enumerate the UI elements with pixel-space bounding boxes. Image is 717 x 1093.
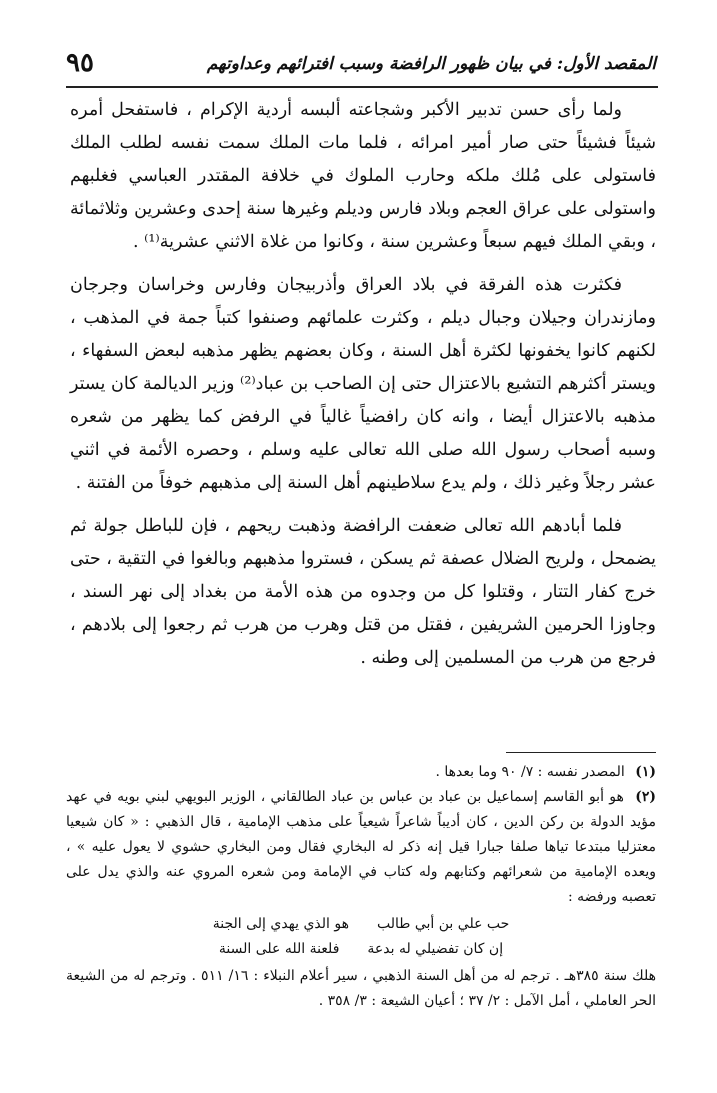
running-header <box>66 48 656 84</box>
poem <box>66 912 656 962</box>
poem-hemistich: حب علي بن أبي طالب <box>377 916 510 932</box>
paragraph: ولما رأى حسن تدبير الأكبر وشجاعته ألبسه أردية الإكرام ، فاستفحل أمره شيئاً فشيئاً حتى صار أمير امرائه ، فلما مات الملك سمت نفسه لطلب الملك فاستولى على مُلك ملكه وحارب الملوك في خلافة المقتدر العباسي فغلبهم واستولى على عراق العجم وبلاد فارس وديلم وغيرها سنة إحدى وعشرين وثلاثمائة ، وبقي الملك فيهم سبعاً وعشرين سنة ، وكانوا من غلاة الاثني عشرية⁽¹⁾ . <box>70 100 656 252</box>
footnote-2-continued: هلك سنة ٣٨٥هـ . ترجم له من أهل السنة الذهبي ، سير أعلام النبلاء : ١٦/ ٥١١ . وترجم له من الشيعة الحر العاملي ، أمل الآمل : ٢/ ٣٧ ؛ أعيان الشيعة : ٣/ ٣٥٨ . <box>66 968 657 1009</box>
footnote-number: (٢) <box>635 789 657 805</box>
footnote-divider <box>506 752 656 753</box>
poem-verse <box>219 937 503 962</box>
footnote-2 <box>66 785 656 910</box>
header-title: المقصد الأول: في بيان ظهور الرافضة وسبب افترائهم وعداوتهم <box>206 54 656 74</box>
poem-hemistich: فلعنة الله على السنة <box>218 941 340 957</box>
footnote-text: هو أبو القاسم إسماعيل بن عباد بن عباس بن عباد الطالقاني ، الوزير البويهي لبني بويه في عهد مؤيد الدولة بن ركن الدين ، كان أديباً شاعراً شيعياً على مذهب الإمامية ، قال الذهبي : « كان شيعيا معتزليا مبتدعا تياها صلفا جبارا قيل إنه ذكر له البخاري فقال ومن البخاري حشوي لا يعول عليه » ، ويعده الإمامية من شعرائهم وكتابهم وله كتاب في الإمامة ومن شعره المروي عنه والذي يدل على تعصبه ورفضه : <box>66 789 656 905</box>
footnotes <box>66 760 656 1014</box>
footnote-text: المصدر نفسه : ٧/ ٩٠ وما بعدها . <box>435 764 625 780</box>
paragraph: فكثرت هذه الفرقة في بلاد العراق وأذربيجان وفارس وخراسان وجرجان ومازندران وجيلان وجبال ديلم ، وكثرت علمائهم وصنفوا كتباً جمة في المذهب ، لكنهم كانوا يخفونها لكثرة أهل السنة ، وكان بعضهم يظهر مذهبه لبعض السفهاء ، ويستر أكثرهم التشيع بالاعتزال حتى إن الصاحب بن عباد⁽²⁾ وزير الديالمة كان يستر مذهبه بالاعتزال أيضا ، وانه كان رافضياً غالياً في الرفض كما يظهر من شعره وسبه أصحاب رسول الله صلى الله تعالى عليه وسلم ، وحصره الأئمة في اثني عشر رجلاً وغير ذلك ، ولم يدع سلاطينهم أهل السنة إلى مذهبهم خوفاً من الفتنة . <box>70 275 657 493</box>
poem-hemistich: إن كان تفضيلي له بدعة <box>367 941 504 957</box>
header-divider <box>66 86 658 88</box>
footnote-1 <box>66 760 656 785</box>
page-number: ٩٥ <box>66 48 94 78</box>
paragraph: فلما أبادهم الله تعالى ضعفت الرافضة وذهبت ريحهم ، فإن للباطل جولة ثم يضمحل ، ولريح الضلال عصفة ثم يسكن ، فستروا مذهبهم وبالغوا في التقية ، حتى خرج كفار التتار ، وقتلوا كل من وجدوه من هذه الأمة من بغداد إلى نهر السند ، وجاوزا الحرمين الشريفين ، فقتل من قتل وهرب من هرب ثم رجعوا إلى بلادهم ، فرجع من هرب من المسلمين إلى وطنه . <box>70 516 656 668</box>
footnote-number: (١) <box>635 764 656 780</box>
poem-hemistich: هو الذي يهدي إلى الجنة <box>212 916 349 932</box>
poem-verse <box>213 912 510 937</box>
main-text <box>70 94 656 685</box>
